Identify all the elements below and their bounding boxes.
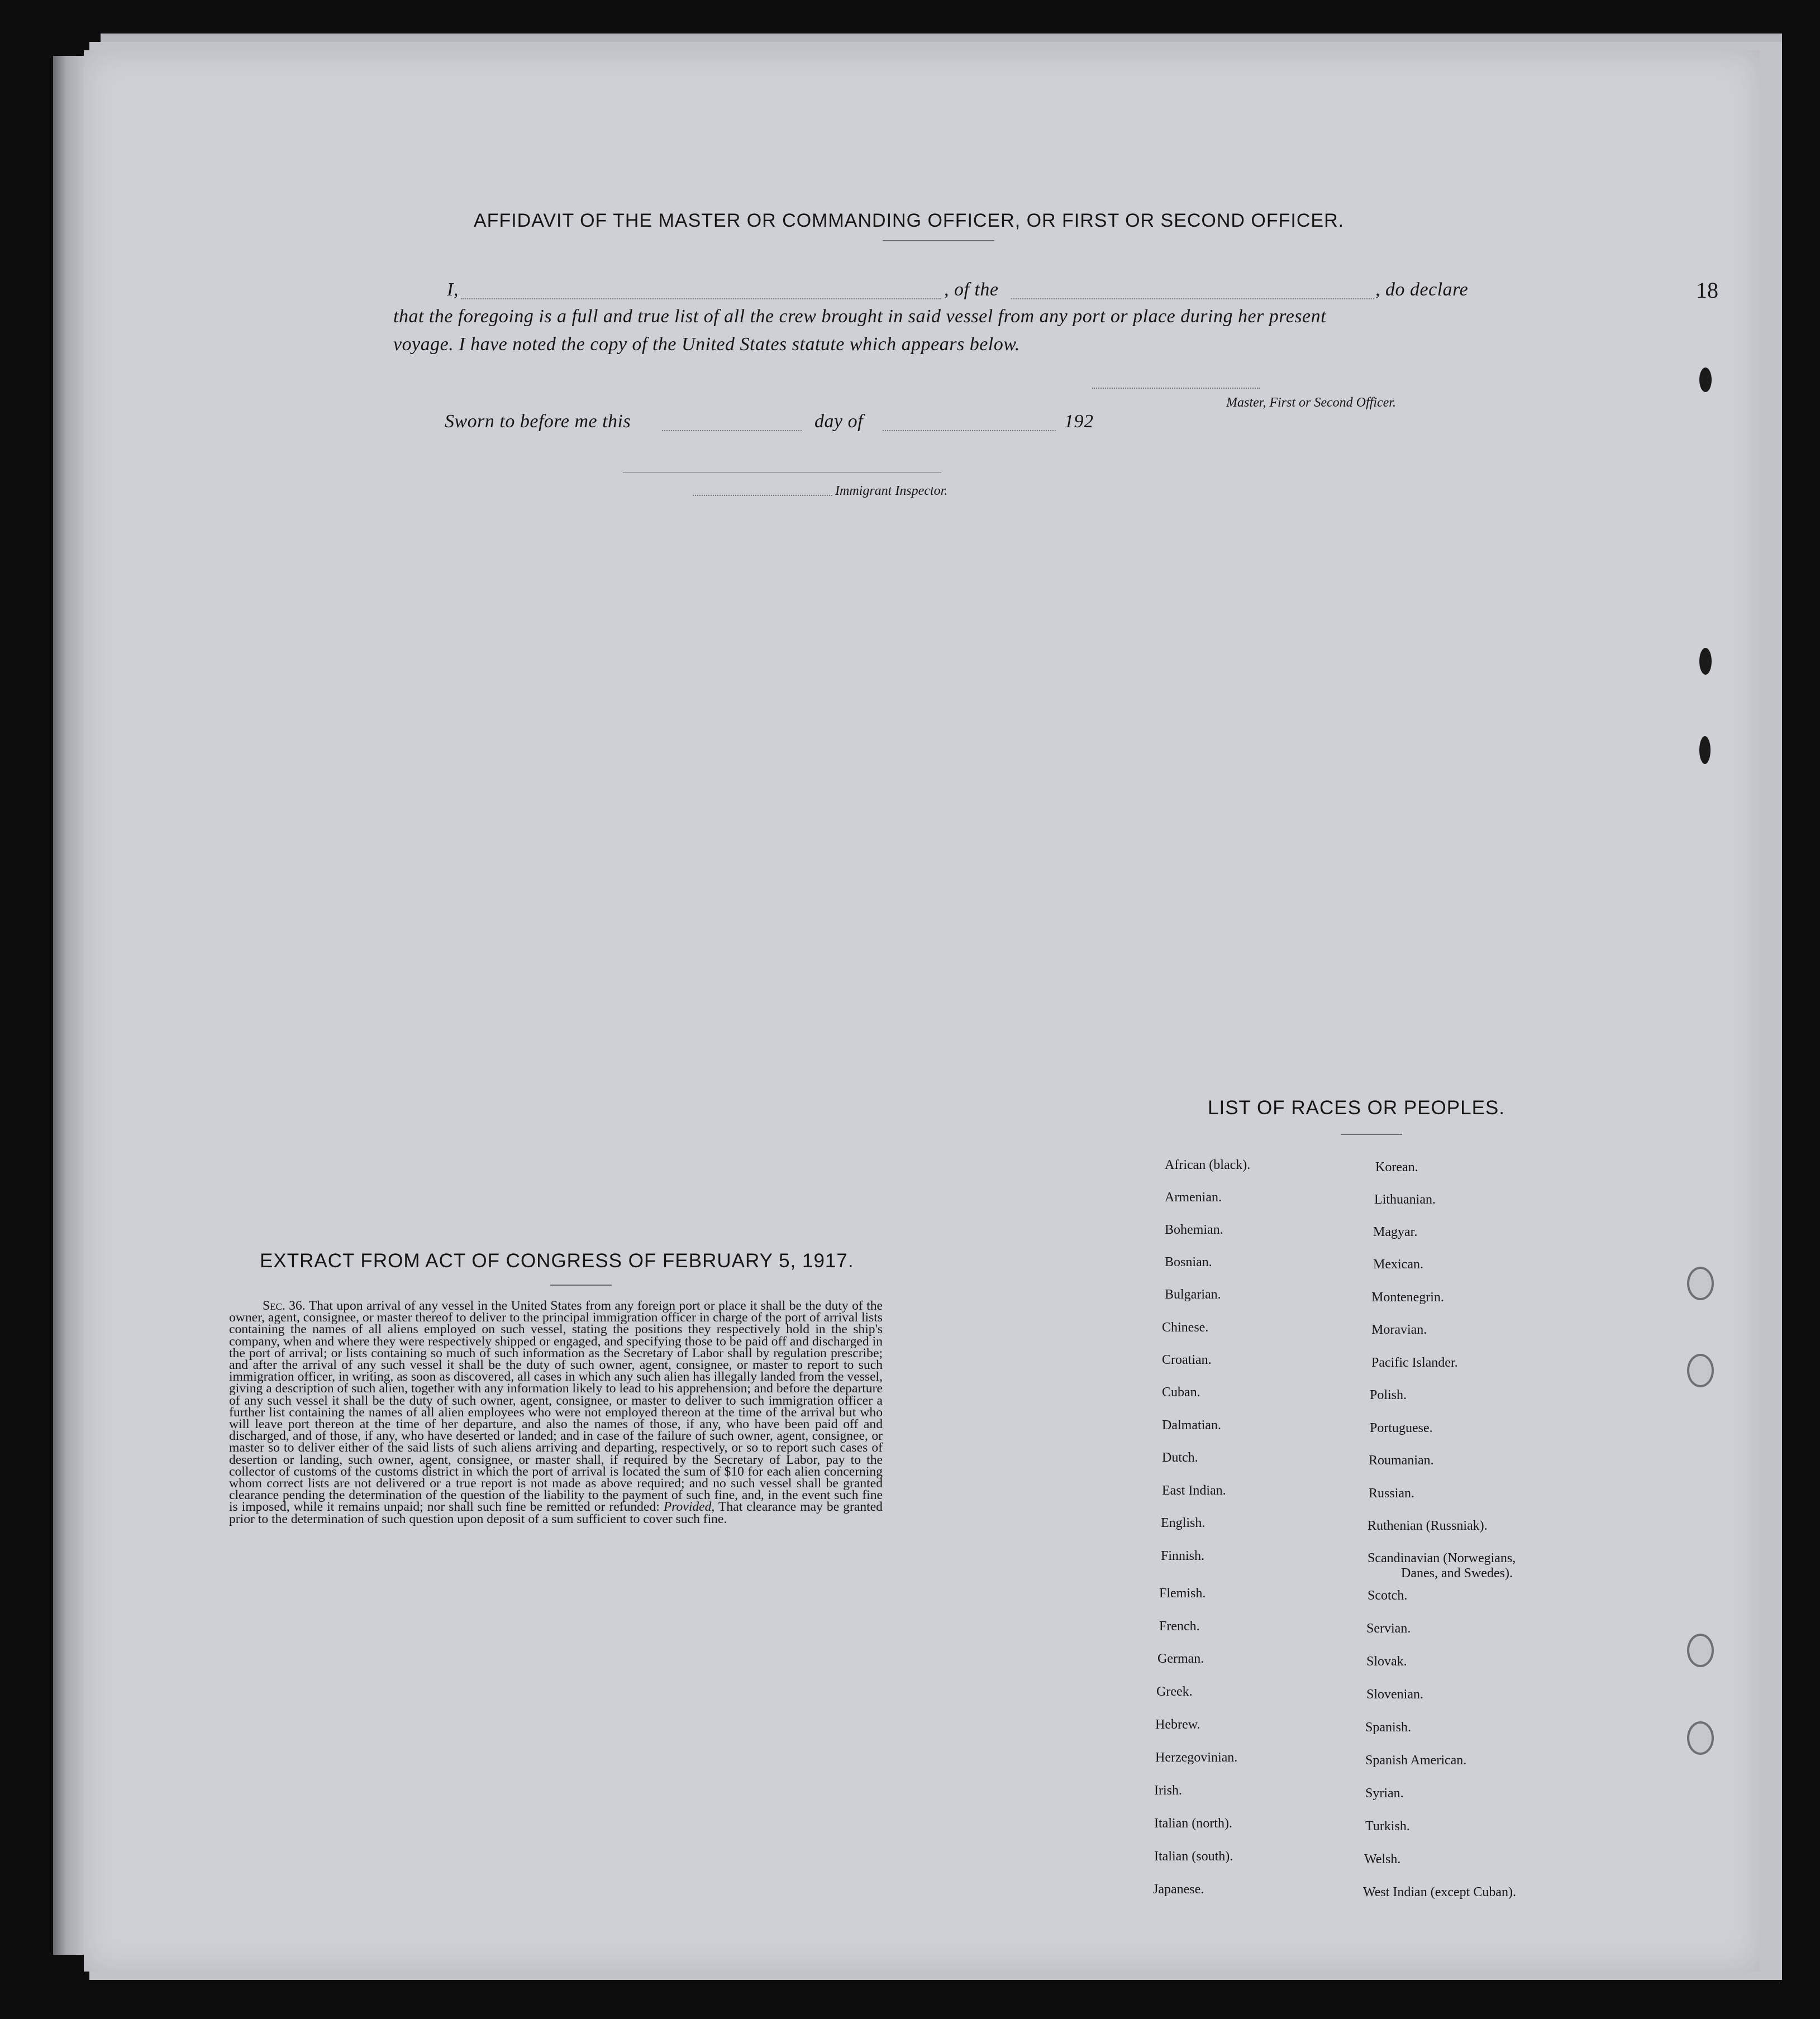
race-item: Flemish. xyxy=(1159,1586,1206,1601)
race-item: Finnish. xyxy=(1161,1549,1205,1563)
month-blank xyxy=(883,430,1056,431)
race-item: Scandinavian (Norwegians, xyxy=(1368,1551,1516,1565)
extract-heading: EXTRACT FROM ACT OF CONGRESS OF FEBRUARY 5, 1917. xyxy=(260,1250,854,1272)
page-number: 18 xyxy=(1696,278,1718,303)
year-text: 192 xyxy=(1064,411,1094,432)
binder-hole xyxy=(1687,1354,1714,1387)
punch-mark xyxy=(1699,736,1711,764)
race-item: Bulgarian. xyxy=(1165,1287,1221,1302)
affidavit-heading-rule xyxy=(883,240,994,241)
race-item: Hebrew. xyxy=(1155,1717,1200,1732)
race-item: Servian. xyxy=(1366,1621,1411,1636)
race-item: Slovak. xyxy=(1366,1654,1407,1669)
signature-caption: Master, First or Second Officer. xyxy=(1226,395,1396,410)
race-item: Mexican. xyxy=(1373,1257,1423,1272)
day-of-text: day of xyxy=(814,411,864,432)
race-item: Irish. xyxy=(1154,1783,1182,1798)
race-item: Slovenian. xyxy=(1366,1687,1423,1702)
race-item: Bohemian. xyxy=(1165,1223,1223,1237)
inspector-name-blank xyxy=(693,495,832,496)
race-item: Scotch. xyxy=(1368,1588,1408,1603)
binder-hole xyxy=(1687,1267,1714,1300)
race-item: Syrian. xyxy=(1365,1786,1404,1801)
race-item: French. xyxy=(1159,1619,1200,1634)
race-item: Italian (north). xyxy=(1154,1816,1232,1831)
extract-text-2: That clearance may be granted prior to the determination of such question upon deposit of a sum sufficient to cover such fine. xyxy=(229,1500,883,1526)
name-blank xyxy=(461,298,941,299)
affidavit-declare: , do declare xyxy=(1375,279,1469,300)
race-item: Spanish American. xyxy=(1365,1753,1467,1768)
section-label: Sec. 36. xyxy=(263,1299,306,1313)
race-item: Moravian. xyxy=(1371,1323,1427,1337)
race-item: Russian. xyxy=(1369,1486,1415,1501)
punch-mark xyxy=(1699,648,1712,675)
race-item: Ruthenian (Russniak). xyxy=(1368,1519,1488,1533)
affidavit-heading: AFFIDAVIT OF THE MASTER OR COMMANDING OFFICER, OR FIRST OR SECOND OFFICER. xyxy=(474,210,1345,231)
inspector-signature-blank xyxy=(623,472,941,473)
race-item: German. xyxy=(1157,1652,1204,1666)
race-item: Pacific Islander. xyxy=(1371,1355,1458,1370)
race-item: West Indian (except Cuban). xyxy=(1363,1885,1516,1899)
punch-mark xyxy=(1699,367,1712,392)
race-item: Magyar. xyxy=(1373,1225,1418,1239)
race-item: Italian (south). xyxy=(1154,1849,1233,1864)
race-item: African (black). xyxy=(1165,1158,1251,1172)
stack-left-edge xyxy=(53,56,87,1955)
sworn-text: Sworn to before me this xyxy=(445,411,631,432)
extract-provided: Provided, xyxy=(663,1500,715,1515)
race-item: Welsh. xyxy=(1364,1852,1401,1867)
races-heading: LIST OF RACES OR PEOPLES. xyxy=(1208,1097,1505,1119)
race-item: English. xyxy=(1161,1516,1206,1530)
binder-hole xyxy=(1687,1721,1714,1755)
extract-heading-rule xyxy=(550,1285,612,1286)
race-item: Dutch. xyxy=(1162,1450,1198,1465)
race-item: Cuban. xyxy=(1162,1385,1200,1400)
signature-blank xyxy=(1092,388,1260,389)
race-item: Korean. xyxy=(1375,1160,1418,1175)
race-item: East Indian. xyxy=(1162,1483,1226,1498)
races-heading-rule xyxy=(1341,1134,1402,1135)
race-item: Armenian. xyxy=(1165,1190,1222,1205)
day-blank xyxy=(662,430,802,431)
affidavit-line-2: that the foregoing is a full and true list of all the crew brought in said vessel from any port or place during her present xyxy=(393,306,1327,327)
race-item: Roumanian. xyxy=(1369,1453,1434,1468)
race-item: Chinese. xyxy=(1162,1320,1209,1335)
vessel-blank xyxy=(1011,298,1374,299)
race-item: Bosnian. xyxy=(1165,1255,1212,1269)
race-item: Herzegovinian. xyxy=(1155,1750,1238,1765)
extract-body xyxy=(229,1300,883,1525)
race-item: Portuguese. xyxy=(1370,1421,1433,1435)
inspector-caption: Immigrant Inspector. xyxy=(835,484,948,498)
race-item: Greek. xyxy=(1156,1684,1193,1699)
affidavit-i: I, xyxy=(447,279,459,300)
race-item: Montenegrin. xyxy=(1371,1290,1444,1305)
affidavit-of-the: , of the xyxy=(944,279,999,300)
affidavit-line-3: voyage. I have noted the copy of the United States statute which appears below. xyxy=(393,334,1020,355)
race-item: Dalmatian. xyxy=(1162,1418,1221,1433)
race-item: Croatian. xyxy=(1162,1353,1212,1367)
race-item: Polish. xyxy=(1370,1388,1407,1402)
race-item: Danes, and Swedes). xyxy=(1401,1566,1513,1581)
extract-text-1: That upon arrival of any vessel in the United States from any foreign port or place it shall be the duty of the owner, agent, consignee, or master thereof to deliver to the principal immigration officer in charge of the port of arrival lists containing the names of all aliens employed on such vessel, stating the positions they respectively hold in the ship's company, when and where they were respectively shipped or engaged, and specifying those to be paid off and discharged in the port of arrival; or lists containing so much of such information as the Secretary of Labor shall by regulation prescribe; and after the arrival of any such vessel it shall be the duty of such owner, agent, consignee, or master to report to such immigration officer, in writing, as soon as discovered, all cases in which any such alien has illegally landed from the vessel, giving a description of such alien, together with any information likely to lead to his apprehension; and before the departure of any such vessel it shall be the duty of such owner, agent, consignee, or master to deliver to such immigration officer a further list containing the names of all alien employees who were not employed thereon at the time of the arrival but who will leave port thereon at the time of her departure, and also the names of those, if any, who have been paid off and discharged, and of those, if any, who have deserted or landed; and in case of the failure of such owner, agent, consignee, or master so to deliver either of the said lists of such aliens arriving and departing, respectively, or so to report such cases of desertion or landing, such owner, agent, consignee, or master shall, if required by the Secretary of Labor, pay to the collector of customs of the customs district in which the port of arrival is located the sum of $10 for each alien concerning whom correct lists are not delivered or a true report is not made as above required; and no such vessel shall be granted clearance pending the determination of the question of the liability to the payment of such fine, and, in the event such fine is imposed, while it remains unpaid; nor shall such fine be remitted or refunded: xyxy=(229,1299,883,1515)
race-item: Japanese. xyxy=(1153,1882,1204,1897)
race-item: Spanish. xyxy=(1365,1720,1412,1735)
race-item: Lithuanian. xyxy=(1374,1192,1436,1207)
race-item: Turkish. xyxy=(1365,1819,1410,1834)
binder-hole xyxy=(1687,1634,1714,1667)
